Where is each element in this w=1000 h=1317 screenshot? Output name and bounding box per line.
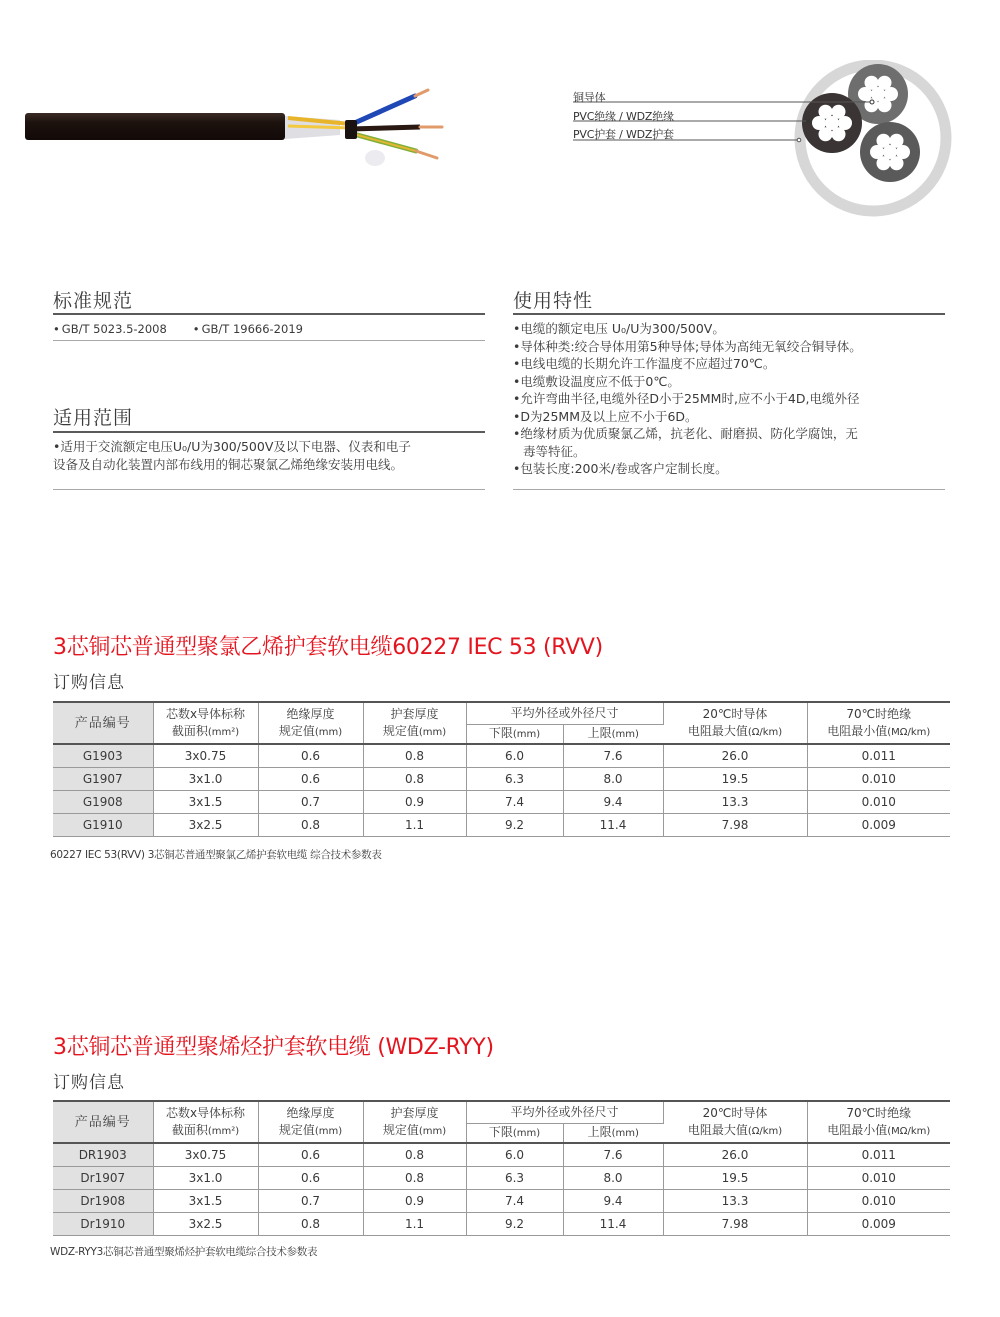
header-od-upper: 上限(mm) xyxy=(563,724,663,744)
cell-cores-section: 3x1.0 xyxy=(153,1166,258,1189)
product-title-rvv: 3芯铜芯普通型聚氯乙烯护套软电缆60227 IEC 53 (RVV) xyxy=(53,635,603,660)
features-title: 使用特性 xyxy=(513,290,594,312)
standards-bottom-rule xyxy=(53,340,485,341)
order-info-title: 订购信息 xyxy=(53,673,125,693)
copper-strand xyxy=(878,98,892,112)
cell-cores-section: 3x2.5 xyxy=(153,1212,258,1235)
features-list xyxy=(513,320,953,478)
header-cores-section: 芯数x导体标称 截面积(mm²) xyxy=(153,1101,258,1143)
header-product-code: 产品编号 xyxy=(53,702,153,744)
copper-strand xyxy=(819,105,833,119)
cell-od-lower: 9.2 xyxy=(466,813,563,836)
cell-cores-section: 3x0.75 xyxy=(153,1143,258,1166)
cell-product-code: G1910 xyxy=(53,813,153,836)
copper-strand xyxy=(890,156,904,170)
cell-insulation-resistance-70c: 0.010 xyxy=(807,1189,950,1212)
table-caption-wdz-ryy: WDZ-RYY3芯铜芯普通型聚烯烃护套软电缆综合技术参数表 xyxy=(50,1246,318,1258)
cell-insulation-thickness: 0.6 xyxy=(258,767,363,790)
header-od-lower: 下限(mm) xyxy=(466,724,563,744)
table-row xyxy=(53,790,950,813)
header-insulation-thickness: 绝缘厚度 规定值(mm) xyxy=(258,702,363,744)
label-copper-conductor: 铜导体 xyxy=(573,91,606,104)
table-row xyxy=(53,1143,950,1166)
feature-line: •包装长度:200米/卷或客户定制长度。 xyxy=(513,461,728,476)
cell-cores-section: 3x1.0 xyxy=(153,767,258,790)
header-insulation-thickness: 绝缘厚度 规定值(mm) xyxy=(258,1101,363,1143)
cell-sheath-thickness: 0.8 xyxy=(363,744,466,767)
cell-insulation-resistance-70c: 0.011 xyxy=(807,1143,950,1166)
header-insulation-resistance-70c: 70℃时绝缘 电阻最小值(MΩ/km) xyxy=(807,1101,950,1143)
cell-insulation-thickness: 0.6 xyxy=(258,744,363,767)
cell-sheath-thickness: 0.8 xyxy=(363,1166,466,1189)
feature-line: •允许弯曲半径,电缆外径D小于25MM时,应不小于4D,电缆外径 xyxy=(513,391,860,406)
header-sheath-thickness: 护套厚度 规定值(mm) xyxy=(363,1101,466,1143)
scope-title: 适用范围 xyxy=(53,407,134,429)
cell-resistance-20c: 26.0 xyxy=(663,1143,807,1166)
header-resistance-20c: 20℃时导体 电阻最大值(Ω/km) xyxy=(663,702,807,744)
table-row xyxy=(53,813,950,836)
feature-line: •电缆的额定电压 U₀/U为300/500V。 xyxy=(513,321,725,336)
cell-sheath-thickness: 0.8 xyxy=(363,767,466,790)
features-bottom-rule xyxy=(513,489,945,490)
scope-divider xyxy=(53,431,485,433)
cell-sheath-thickness: 0.8 xyxy=(363,1143,466,1166)
cell-insulation-resistance-70c: 0.009 xyxy=(861,817,896,832)
header-product-code: 产品编号 xyxy=(53,1101,153,1143)
spec-table-wdz-ryy xyxy=(53,1100,950,1236)
table-row xyxy=(53,744,950,767)
cell-cores-section: 3x2.5 xyxy=(153,813,258,836)
cell-product-code: G1907 xyxy=(53,767,153,790)
cell-product-code: Dr1910 xyxy=(53,1212,153,1235)
scope-bottom-rule xyxy=(53,489,485,490)
cell-resistance-20c: 26.0 xyxy=(663,744,807,767)
cell-sheath-thickness: 0.9 xyxy=(363,790,466,813)
cell-resistance-20c: 7.98 xyxy=(663,813,807,836)
header-od-upper: 上限(mm) xyxy=(563,1123,663,1143)
cell-od-lower: 6.0 xyxy=(466,744,563,767)
cell-od-upper: 9.4 xyxy=(563,790,663,813)
scope-text xyxy=(53,438,493,473)
cell-product-code: DR1903 xyxy=(53,1143,153,1166)
copper-strand xyxy=(832,105,846,119)
cell-od-upper: 8.0 xyxy=(563,1166,663,1189)
copper-strand xyxy=(878,76,892,90)
cell-insulation-thickness: 0.6 xyxy=(258,1143,363,1166)
header-insulation-resistance-70c: 70℃时绝缘 电阻最小值(MΩ/km) xyxy=(807,702,950,744)
cell-insulation-resistance-70c: 0.010 xyxy=(807,767,950,790)
cell-sheath-thickness: 0.9 xyxy=(363,1189,466,1212)
feature-line: 毒等特征。 xyxy=(523,443,586,459)
cell-resistance-20c: 19.5 xyxy=(663,1166,807,1189)
standards-title: 标准规范 xyxy=(53,290,134,312)
spec-table-rvv xyxy=(53,701,950,837)
cell-resistance-20c: 7.98 xyxy=(663,1212,807,1235)
cell-od-upper: 11.4 xyxy=(563,1212,663,1235)
header-sheath-thickness: 护套厚度 规定值(mm) xyxy=(363,702,466,744)
cell-insulation-resistance-70c: 0.010 xyxy=(807,790,950,813)
cell-od-upper: 8.0 xyxy=(563,767,663,790)
standard-item: • GB/T 19666-2019 xyxy=(193,321,303,339)
cell-od-upper: 7.6 xyxy=(563,1143,663,1166)
cell-insulation-resistance-70c: 0.010 xyxy=(807,1166,950,1189)
cell-resistance-20c: 19.5 xyxy=(663,767,807,790)
cell-product-code: G1903 xyxy=(53,744,153,767)
table-row xyxy=(53,767,950,790)
cell-od-upper: 9.4 xyxy=(563,1189,663,1212)
cell-od-lower: 7.4 xyxy=(466,1189,563,1212)
product-title-wdz-ryy: 3芯铜芯普通型聚烯烃护套软电缆 (WDZ-RYY) xyxy=(53,1035,494,1060)
cell-od-upper: 11.4 xyxy=(563,813,663,836)
cell-insulation-resistance-70c: 0.011 xyxy=(807,744,950,767)
cell-insulation-thickness: 0.8 xyxy=(258,813,363,836)
cell-od-lower: 6.0 xyxy=(466,1143,563,1166)
feature-line: •电线电缆的长期允许工作温度不应超过70℃。 xyxy=(513,356,776,371)
scope-line: 设备及自动化装置内部布线用的铜芯聚氯乙烯绝缘安装用电线。 xyxy=(53,456,404,472)
cell-cores-section: 3x1.5 xyxy=(153,790,258,813)
cell-insulation-thickness: 0.8 xyxy=(258,1212,363,1235)
scope-line: •适用于交流额定电压U₀/U为300/500V及以下电器、仪表和电子 xyxy=(53,439,411,454)
cell-od-lower: 6.3 xyxy=(466,1166,563,1189)
copper-strand xyxy=(877,134,891,148)
copper-strand xyxy=(865,76,879,90)
features-divider xyxy=(513,313,945,315)
cell-insulation-thickness: 0.7 xyxy=(258,1189,363,1212)
copper-strand xyxy=(890,134,904,148)
standards-list xyxy=(53,320,325,339)
cell-cores-section: 3x1.5 xyxy=(153,1189,258,1212)
cell-insulation-resistance-70c: 0.009 xyxy=(861,1216,896,1231)
cell-product-code: G1908 xyxy=(53,790,153,813)
standard-item: • GB/T 5023.5-2008 xyxy=(53,321,167,339)
cell-resistance-20c: 13.3 xyxy=(663,1189,807,1212)
order-info-title: 订购信息 xyxy=(53,1073,125,1093)
label-insulation: PVC绝缘 / WDZ绝缘 xyxy=(573,110,674,123)
feature-line: •电缆敷设温度应不低于0℃。 xyxy=(513,373,680,389)
copper-strand xyxy=(832,127,846,141)
header-od-lower: 下限(mm) xyxy=(466,1123,563,1143)
feature-line: •导体种类:绞合导体用第5种导体;导体为高纯无氧绞合铜导体。 xyxy=(513,338,862,354)
cell-product-code: Dr1907 xyxy=(53,1166,153,1189)
cable-product-photo xyxy=(20,80,450,180)
table-caption-rvv: 60227 IEC 53(RVV) 3芯铜芯普通型聚氯乙烯护套软电缆 综合技术参数表 xyxy=(50,849,382,861)
cell-cores-section: 3x0.75 xyxy=(153,744,258,767)
cell-sheath-thickness: 1.1 xyxy=(363,813,466,836)
cell-od-lower: 7.4 xyxy=(466,790,563,813)
header-cores-section: 芯数x导体标称 截面积(mm²) xyxy=(153,702,258,744)
table-row xyxy=(53,1189,950,1212)
header-resistance-20c: 20℃时导体 电阻最大值(Ω/km) xyxy=(663,1101,807,1143)
table-row xyxy=(53,1166,950,1189)
label-sheath: PVC护套 / WDZ护套 xyxy=(573,128,674,141)
header-outer-diameter: 平均外径或外径尺寸 xyxy=(466,702,663,724)
standards-divider xyxy=(53,313,485,315)
table-row xyxy=(53,1212,950,1235)
cell-od-upper: 7.6 xyxy=(563,744,663,767)
cell-resistance-20c: 13.3 xyxy=(663,790,807,813)
feature-line: •D为25MM及以上应不小于6D。 xyxy=(513,408,698,424)
cell-insulation-thickness: 0.6 xyxy=(258,1166,363,1189)
cell-od-lower: 6.3 xyxy=(466,767,563,790)
feature-line: •绝缘材质为优质聚氯乙烯，抗老化、耐磨损、防化学腐蚀，无 xyxy=(513,426,858,441)
cell-sheath-thickness: 1.1 xyxy=(363,1212,466,1235)
cell-od-lower: 9.2 xyxy=(466,1212,563,1235)
cell-insulation-thickness: 0.7 xyxy=(258,790,363,813)
header-outer-diameter: 平均外径或外径尺寸 xyxy=(466,1101,663,1123)
cell-product-code: Dr1908 xyxy=(53,1189,153,1212)
